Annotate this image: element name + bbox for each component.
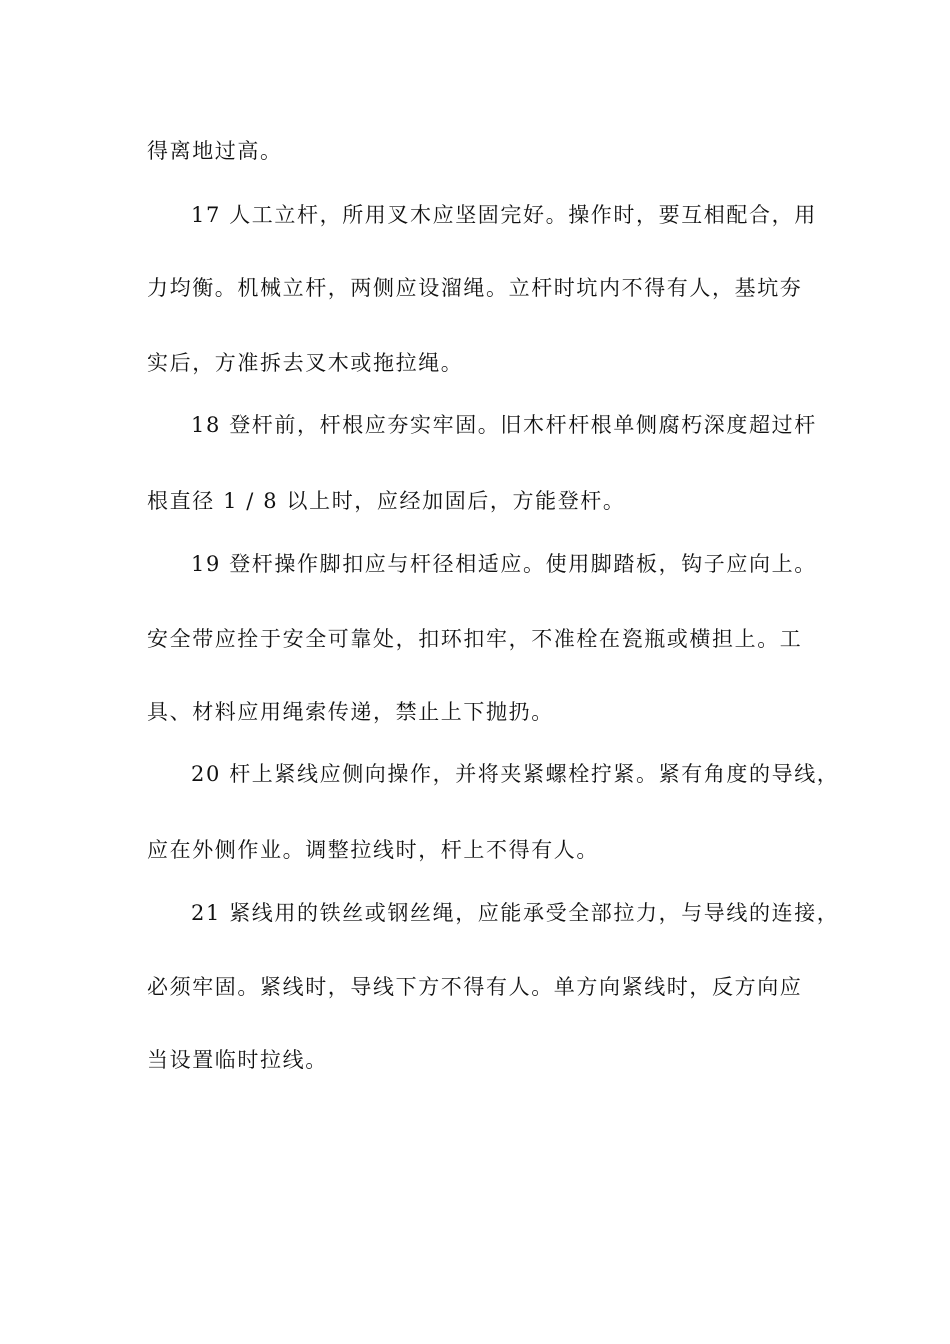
text-line-9: 具、材料应用绳索传递，禁止上下抛扔。 — [147, 700, 554, 724]
text-line-7: 19 登杆操作脚扣应与杆径相适应。使用脚踏板，钩子应向上。 — [191, 552, 817, 576]
text-line-3: 力均衡。机械立杆，两侧应设溜绳。立杆时坑内不得有人，基坑夯 — [147, 276, 803, 300]
text-line-1: 得离地过高。 — [147, 139, 283, 163]
text-line-11: 应在外侧作业。调整拉线时，杆上不得有人。 — [147, 838, 599, 862]
text-line-14: 当设置临时拉线。 — [147, 1048, 328, 1072]
text-line-12: 21 紧线用的铁丝或钢丝绳，应能承受全部拉力，与导线的连接， — [191, 901, 840, 925]
text-line-6: 根直径 1 / 8 以上时，应经加固后，方能登杆。 — [147, 489, 626, 513]
text-line-8: 安全带应拴于安全可靠处，扣环扣牢，不准栓在瓷瓶或横担上。工 — [147, 627, 803, 651]
text-line-10: 20 杆上紧线应侧向操作，并将夹紧螺栓拧紧。紧有角度的导线， — [191, 762, 840, 786]
text-line-13: 必须牢固。紧线时，导线下方不得有人。单方向紧线时，反方向应 — [147, 975, 803, 999]
text-line-4: 实后，方准拆去叉木或拖拉绳。 — [147, 351, 464, 375]
text-line-5: 18 登杆前，杆根应夯实牢固。旧木杆杆根单侧腐朽深度超过杆 — [191, 413, 817, 437]
text-line-2: 17 人工立杆，所用叉木应坚固完好。操作时，要互相配合，用 — [191, 203, 817, 227]
